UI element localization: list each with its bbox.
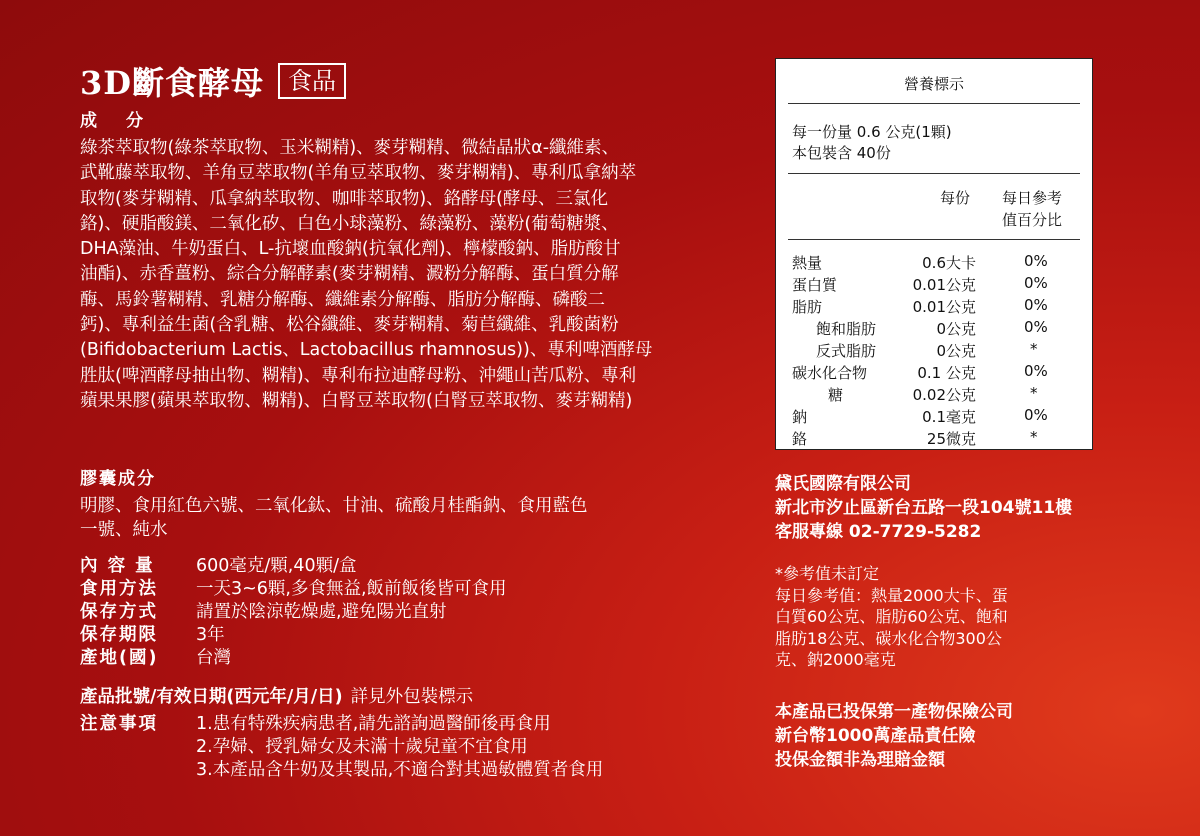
spec-value: 台灣 [196, 648, 231, 668]
spec-row [80, 601, 507, 624]
title-row [80, 58, 346, 104]
nutrient-daily: 0% [1024, 362, 1048, 380]
nutrition-panel [775, 58, 1093, 450]
footnote-line: *參考值未訂定 [775, 564, 880, 583]
spec-key: 保存方式 [80, 602, 158, 622]
divider [788, 173, 1080, 174]
company-address: 新北市汐止區新台五路一段104號11樓 [775, 498, 1073, 518]
spec-row [80, 578, 507, 601]
ingredient-line: 胜肽(啤酒酵母抽出物、糊精)、專利布拉迪酵母粉、沖繩山苦瓜粉、專利 [80, 365, 637, 386]
ingredient-line: 鈣)、專利益生菌(含乳糖、松谷纖維、麥芽糊精、菊苣纖維、乳酸菌粉 [80, 315, 619, 336]
nutrient-name: 熱量 [792, 254, 823, 272]
notes-row [80, 713, 603, 736]
nutrition-title: 營養標示 [903, 75, 964, 93]
insurance-block [775, 700, 1013, 772]
spec-value: 3年 [196, 625, 225, 645]
nutrient-daily: 0% [1024, 274, 1048, 292]
col-daily-line1: 每日參考 [1002, 189, 1063, 207]
company-info [775, 472, 1072, 544]
insurance-line: 新台幣1000萬產品責任險 [775, 726, 976, 746]
serving-size: 每一份量 0.6 公克(1顆) [792, 123, 952, 141]
batch-label: 產品批號/有效日期(西元年/月/日) [80, 687, 343, 707]
nutrient-name: 碳水化合物 [792, 364, 868, 382]
nutrient-value: 0公克 [936, 320, 976, 338]
note-item: 2.孕婦、授乳婦女及未滿十歲兒童不宜食用 [196, 737, 528, 757]
capsule-list [80, 494, 588, 542]
spec-value: 600毫克/顆,40顆/盒 [196, 556, 357, 576]
ingredient-line: DHA藻油、牛奶蛋白、L-抗壞血酸鈉(抗氧化劑)、檸檬酸鈉、脂肪酸甘 [80, 239, 621, 260]
batch-value: 詳見外包裝標示 [350, 687, 474, 707]
footnote-line: 每日參考值：熱量2000大卡、蛋 [775, 585, 1008, 605]
insurance-line: 本產品已投保第一產物保險公司 [775, 702, 1013, 722]
nutrient-value: 0.1毫克 [922, 408, 976, 426]
spec-value: 一天3~6顆,多食無益,飯前飯後皆可食用 [196, 579, 507, 599]
nutrient-name: 蛋白質 [792, 276, 838, 294]
nutrient-name: 飽和脂肪 [816, 320, 877, 338]
nutrient-value: 0.02公克 [912, 386, 976, 404]
ingredients-heading: 成 分 [80, 111, 149, 131]
note-item: 1.患有特殊疾病患者,請先諮詢過醫師後再食用 [196, 714, 551, 734]
footnote-line: 克、鈉2000毫克 [775, 650, 896, 669]
spec-row [80, 555, 507, 578]
spec-value: 請置於陰涼乾燥處,避免陽光直射 [196, 602, 447, 622]
ingredient-line: (Bifidobacterium Lactis、Lactobacillus rhamnosus))、專利啤酒酵母 [80, 340, 653, 361]
batch-row [80, 686, 473, 709]
nutrient-name: 脂肪 [792, 298, 823, 316]
footnote-line: 脂肪18公克、碳水化合物300公 [775, 628, 1002, 648]
nutrient-daily: * [1030, 340, 1038, 358]
specs-block [80, 555, 507, 670]
ingredient-line: 取物(麥芽糊精、瓜拿納萃取物、咖啡萃取物)、鉻酵母(酵母、三氯化 [80, 188, 608, 209]
footnote-block [775, 563, 1008, 671]
col-daily-line2: 值百分比 [1002, 211, 1063, 229]
spec-key: 食用方法 [80, 579, 158, 599]
spec-row [80, 624, 507, 647]
nutrient-name: 鈉 [792, 408, 808, 426]
nutrient-name: 糖 [828, 386, 844, 404]
ingredient-line: 油酯)、赤香薑粉、綜合分解酵素(麥芽糊精、澱粉分解酶、蛋白質分解 [80, 264, 619, 285]
nutrient-daily: 0% [1024, 252, 1048, 270]
capsule-line: 一號、純水 [80, 520, 168, 540]
company-hotline: 客服專線 02-7729-5282 [775, 522, 982, 542]
nutrient-daily: 0% [1024, 296, 1048, 314]
nutrient-daily: * [1030, 384, 1038, 402]
nutrient-value: 0.01公克 [912, 276, 976, 294]
spec-key: 保存期限 [80, 625, 158, 645]
nutrient-daily: 0% [1024, 406, 1048, 424]
nutrient-value: 0公克 [936, 342, 976, 360]
company-name: 黛氏國際有限公司 [775, 474, 911, 494]
food-badge: 食品 [278, 63, 346, 99]
nutrient-name: 鉻 [792, 430, 808, 448]
nutrient-value: 25微克 [926, 430, 976, 448]
ingredient-line: 武靴藤萃取物、羊角豆萃取物(羊角豆萃取物、麥芽糊精)、專利瓜拿納萃 [80, 163, 637, 184]
ingredient-line: 酶、馬鈴薯糊精、乳糖分解酶、纖維素分解酶、脂肪分解酶、磷酸二 [80, 289, 605, 310]
col-per-serving: 每份 [940, 189, 971, 207]
capsule-line: 明膠、食用紅色六號、二氧化鈦、甘油、硫酸月桂酯鈉、食用藍色 [80, 496, 588, 516]
spec-row [80, 647, 507, 670]
notes-row [80, 736, 603, 759]
product-title: 3D斷食酵母 [80, 64, 265, 102]
nutrient-daily: * [1030, 428, 1038, 446]
capsule-heading: 膠囊成分 [80, 469, 156, 489]
spec-key: 產地(國) [80, 648, 159, 668]
divider [788, 103, 1080, 104]
nutrient-name: 反式脂肪 [816, 342, 877, 360]
notes-row [80, 759, 603, 782]
servings-per-pack: 本包裝含 40份 [792, 144, 891, 162]
notes-block [80, 713, 603, 782]
note-item: 3.本產品含牛奶及其製品,不適合對其過敏體質者食用 [196, 760, 604, 780]
spec-key: 內 容 量 [80, 556, 155, 576]
divider [788, 239, 1080, 240]
nutrient-daily: 0% [1024, 318, 1048, 336]
ingredient-line: 蘋果果膠(蘋果萃取物、糊精)、白腎豆萃取物(白腎豆萃取物、麥芽糊精) [80, 390, 633, 411]
footnote-line: 白質60公克、脂肪60公克、飽和 [775, 607, 1008, 626]
ingredient-line: 綠茶萃取物(綠茶萃取物、玉米糊精)、麥芽糊精、微結晶狀α-纖維素、 [80, 138, 620, 158]
nutrient-value: 0.1 公克 [917, 364, 976, 382]
notes-label: 注意事項 [80, 714, 158, 734]
nutrient-value: 0.01公克 [912, 298, 976, 316]
ingredients-list [80, 136, 652, 414]
insurance-line: 投保金額非為理賠金額 [775, 750, 945, 770]
nutrient-value: 0.6大卡 [922, 254, 976, 272]
ingredient-line: 鉻)、硬脂酸鎂、二氧化矽、白色小球藻粉、綠藻粉、藻粉(葡萄糖漿、 [80, 213, 619, 234]
